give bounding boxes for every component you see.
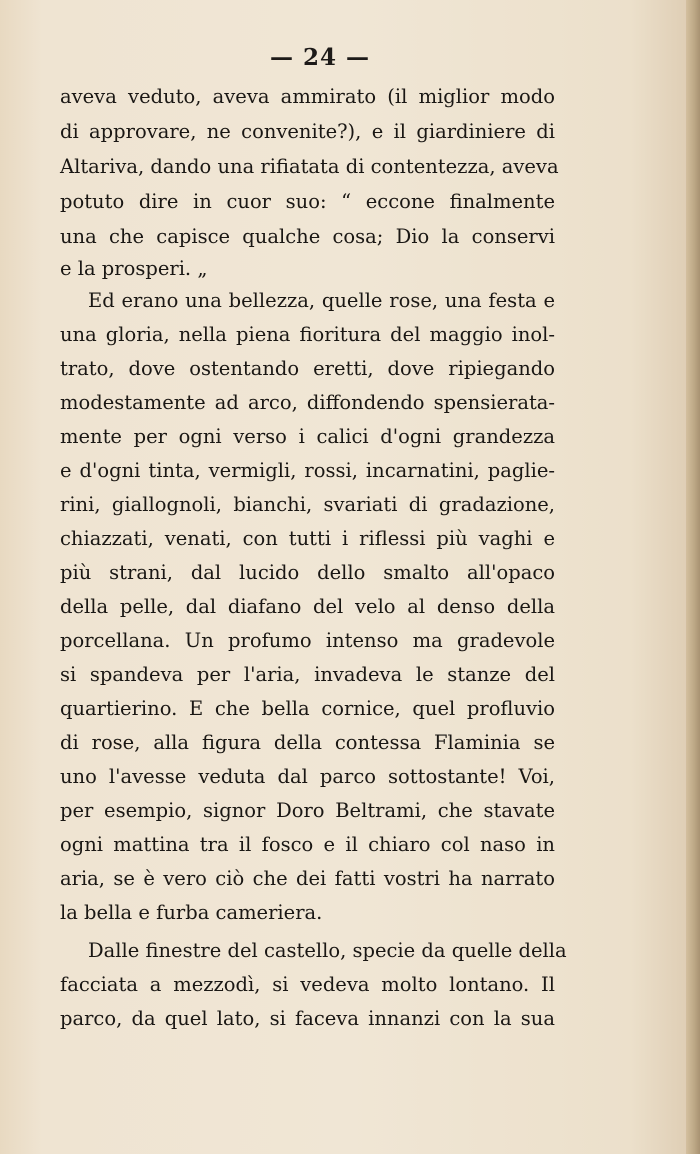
page-binding-edge xyxy=(686,0,700,1154)
text-line: potuto dire in cuor suo: “ eccone finalmente xyxy=(60,190,555,213)
text-line: parco, da quel lato, si faceva innanzi con la sua xyxy=(60,1007,555,1030)
text-line: di approvare, ne convenite?), e il giardiniere di xyxy=(60,120,555,143)
text-line: per esempio, signor Doro Beltrami, che stavate xyxy=(60,799,555,822)
text-line: una che capisce qualche cosa; Dio la conservi xyxy=(60,225,555,248)
text-line: chiazzati, venati, con tutti i riflessi più vaghi e xyxy=(60,527,555,550)
text-line: porcellana. Un profumo intenso ma gradevole xyxy=(60,629,555,652)
text-line: facciata a mezzodì, si vedeva molto lontano. Il xyxy=(60,973,555,996)
text-line: più strani, dal lucido dello smalto all'opaco xyxy=(60,561,555,584)
text-line: si spandeva per l'aria, invadeva le stanze del xyxy=(60,663,555,686)
text-line: aveva veduto, aveva ammirato (il miglior modo xyxy=(60,85,555,108)
text-line: di rose, alla figura della contessa Flaminia se xyxy=(60,731,555,754)
text-line: Altariva, dando una rifiatata di contentezza, aveva xyxy=(60,155,559,178)
text-line: della pelle, dal diafano del velo al denso della xyxy=(60,595,555,618)
text-line: e la prosperi. „ xyxy=(60,257,208,280)
text-line: uno l'avesse veduta dal parco sottostante! Voi, xyxy=(60,765,555,788)
text-line: Ed erano una bellezza, quelle rose, una festa e xyxy=(88,289,555,312)
text-line: ogni mattina tra il fosco e il chiaro col naso in xyxy=(60,833,555,856)
text-line: mente per ogni verso i calici d'ogni grandezza xyxy=(60,425,555,448)
text-line: una gloria, nella piena fioritura del maggio inol- xyxy=(60,323,555,346)
text-line: e d'ogni tinta, vermigli, rossi, incarnatini, paglie- xyxy=(60,459,555,482)
text-line: quartierino. E che bella cornice, quel profluvio xyxy=(60,697,555,720)
text-line: trato, dove ostentando eretti, dove ripiegando xyxy=(60,357,555,380)
text-line: modestamente ad arco, diffondendo spensierata- xyxy=(60,391,555,414)
text-line: la bella e furba cameriera. xyxy=(60,901,323,924)
text-line: rini, giallognoli, bianchi, svariati di gradazione, xyxy=(60,493,555,516)
text-line: Dalle finestre del castello, specie da quelle della xyxy=(88,939,567,962)
text-line: aria, se è vero ciò che dei fatti vostri ha narrato xyxy=(60,867,555,890)
page-number: — 24 — xyxy=(269,44,371,71)
